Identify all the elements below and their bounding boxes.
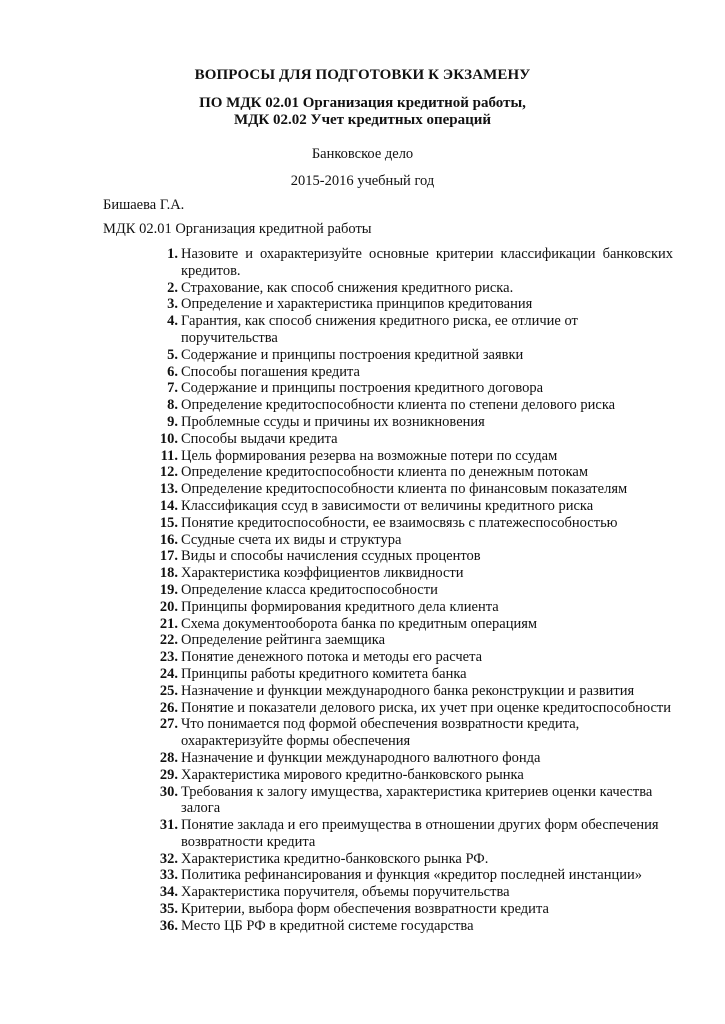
question-text: Содержание и принципы построения кредитного договора: [181, 380, 544, 397]
question-item: [159, 749, 673, 767]
question-text: Понятие заклада и его преимущества в отношении других форм обеспечения возвратности кредита: [181, 817, 659, 850]
question-item: [159, 884, 673, 901]
questions-list: [159, 246, 673, 935]
question-item: [159, 867, 673, 884]
document-subtitle-line2: МДК 02.02 Учет кредитных операций: [233, 112, 492, 128]
question-text: Содержание и принципы построения кредитной заявки: [181, 346, 524, 363]
question-text: Характеристика поручителя, объемы поручительства: [181, 884, 510, 901]
question-text: Требования к залогу имущества, характеристика критериев оценки качества залога: [181, 783, 653, 817]
question-text: Понятие кредитоспособности, ее взаимосвязь с платежеспособностью: [181, 514, 618, 531]
question-number: 36.: [159, 917, 178, 934]
question-text: Способы погашения кредита: [181, 363, 360, 380]
question-item: [167, 397, 673, 414]
question-number: 9.: [167, 413, 178, 430]
question-number: 21.: [159, 615, 178, 632]
question-item: [159, 598, 673, 616]
question-item: [159, 632, 673, 649]
question-item: [167, 279, 673, 297]
document-title: ВОПРОСЫ ДЛЯ ПОДГОТОВКИ К ЭКЗАМЕНУ: [194, 67, 531, 83]
question-text: Характеристика кредитно-банковского рынка РФ.: [181, 850, 489, 867]
question-item: [159, 901, 673, 918]
question-number: 22.: [159, 632, 178, 649]
question-text: Определение кредитоспособности клиента по финансовым показателям: [181, 481, 628, 498]
question-text: Характеристика мирового кредитно-банковского рынка: [181, 766, 524, 783]
question-text: Виды и способы начисления ссудных процентов: [181, 548, 481, 565]
question-item: [159, 565, 673, 582]
question-text: Политика рефинансирования и функция «кредитор последней инстанции»: [181, 867, 643, 884]
question-number: 25.: [159, 682, 178, 699]
question-number: 23.: [159, 649, 178, 666]
question-item: [159, 817, 673, 851]
question-item: [159, 716, 673, 750]
question-number: 32.: [159, 850, 178, 867]
question-number: 7.: [167, 380, 178, 397]
question-item: [167, 296, 673, 313]
question-text: Назначение и функции международного валютного фонда: [181, 749, 541, 766]
question-text: Место ЦБ РФ в кредитной системе государства: [181, 917, 474, 934]
question-text: Классификация ссуд в зависимости от величины кредитного риска: [181, 497, 594, 514]
question-number: 29.: [159, 766, 178, 783]
question-item: [159, 699, 673, 717]
question-text: Способы выдачи кредита: [181, 430, 338, 447]
question-number: 24.: [159, 665, 178, 682]
question-item: [167, 413, 673, 431]
question-number: 5.: [167, 346, 178, 363]
question-item: [159, 514, 673, 532]
question-text: Назначение и функции международного банка реконструкции и развития: [181, 682, 635, 699]
question-number: 20.: [159, 598, 178, 615]
question-number: 17.: [159, 548, 178, 565]
question-text: Определение рейтинга заемщика: [181, 632, 386, 649]
question-number: 13.: [159, 481, 178, 498]
question-number: 14.: [159, 497, 178, 514]
question-item: [167, 363, 673, 381]
question-item: [159, 783, 673, 818]
question-number: 11.: [160, 447, 178, 464]
question-text: Критерии, выбора форм обеспечения возвратности кредита: [181, 901, 549, 918]
question-number: 10.: [159, 430, 178, 447]
question-item: [167, 346, 673, 364]
question-item: [160, 447, 673, 465]
question-number: 4.: [167, 313, 178, 330]
question-item: [159, 917, 673, 935]
question-item: [159, 649, 673, 666]
question-text: Что понимается под формой обеспечения возвратности кредита, охарактеризуйте формы обеспечения: [181, 716, 580, 750]
document-subtitle-line1: ПО МДК 02.01 Организация кредитной работы,: [199, 95, 526, 111]
academic-year: 2015-2016 учебный год: [290, 173, 435, 189]
question-number: 6.: [167, 363, 178, 380]
question-number: 3.: [167, 296, 178, 313]
question-text: Определение кредитоспособности клиента по денежным потокам: [181, 464, 589, 481]
question-text: Определение и характеристика принципов кредитования: [181, 296, 533, 313]
question-number: 1.: [167, 246, 178, 262]
question-text: Понятие и показатели делового риска, их учет при оценке кредитоспособности: [181, 699, 671, 716]
question-text: Принципы работы кредитного комитета банка: [181, 665, 467, 682]
specialty-label: Банковское дело: [311, 146, 414, 162]
question-number: 19.: [159, 581, 178, 598]
question-item: [159, 531, 673, 549]
author-name: Бишаева Г.А.: [103, 197, 185, 213]
question-item: [159, 481, 673, 498]
question-text: Цель формирования резерва на возможные потери по ссудам: [181, 447, 558, 464]
question-text: Проблемные ссуды и причины их возникновения: [181, 413, 485, 430]
question-text: Определение кредитоспособности клиента по степени делового риска: [181, 397, 616, 414]
question-item: [159, 766, 673, 784]
question-number: 8.: [167, 397, 178, 414]
question-number: 26.: [159, 699, 178, 716]
question-item: [159, 497, 673, 515]
question-text: Характеристика коэффициентов ликвидности: [181, 565, 464, 582]
question-number: 31.: [159, 817, 178, 834]
question-text: Гарантия, как способ снижения кредитного риска, ее отличие от поручительства: [181, 313, 578, 346]
question-number: 12.: [159, 464, 178, 481]
question-number: 28.: [159, 749, 178, 766]
question-item: [167, 313, 673, 347]
question-number: 2.: [167, 279, 178, 296]
question-number: 35.: [159, 901, 178, 918]
question-text: Назовите и охарактеризуйте основные критерии классификации банковских кредитов.: [181, 246, 673, 279]
question-text: Ссудные счета их виды и структура: [181, 531, 402, 548]
question-number: 18.: [159, 565, 178, 582]
question-item: [159, 430, 673, 448]
question-number: 33.: [159, 867, 178, 884]
question-item: [167, 380, 673, 397]
question-item: [159, 682, 673, 700]
question-item: [159, 464, 673, 481]
question-number: 30.: [159, 783, 178, 800]
section-title: МДК 02.01 Организация кредитной работы: [103, 221, 372, 237]
question-item: [159, 850, 673, 868]
question-item: [159, 548, 673, 565]
question-number: 34.: [159, 884, 178, 901]
question-number: 15.: [159, 514, 178, 531]
question-text: Страхование, как способ снижения кредитного риска.: [181, 279, 514, 296]
question-item: [159, 665, 673, 683]
question-text: Понятие денежного потока и методы его расчета: [181, 649, 483, 666]
question-item: [159, 581, 673, 599]
question-item: [159, 615, 673, 633]
question-number: 27.: [159, 716, 178, 733]
question-text: Принципы формирования кредитного дела клиента: [181, 598, 499, 615]
question-text: Определение класса кредитоспособности: [181, 581, 438, 598]
question-text: Схема документооборота банка по кредитным операциям: [181, 615, 538, 632]
question-number: 16.: [159, 531, 178, 548]
question-item: [167, 246, 673, 280]
